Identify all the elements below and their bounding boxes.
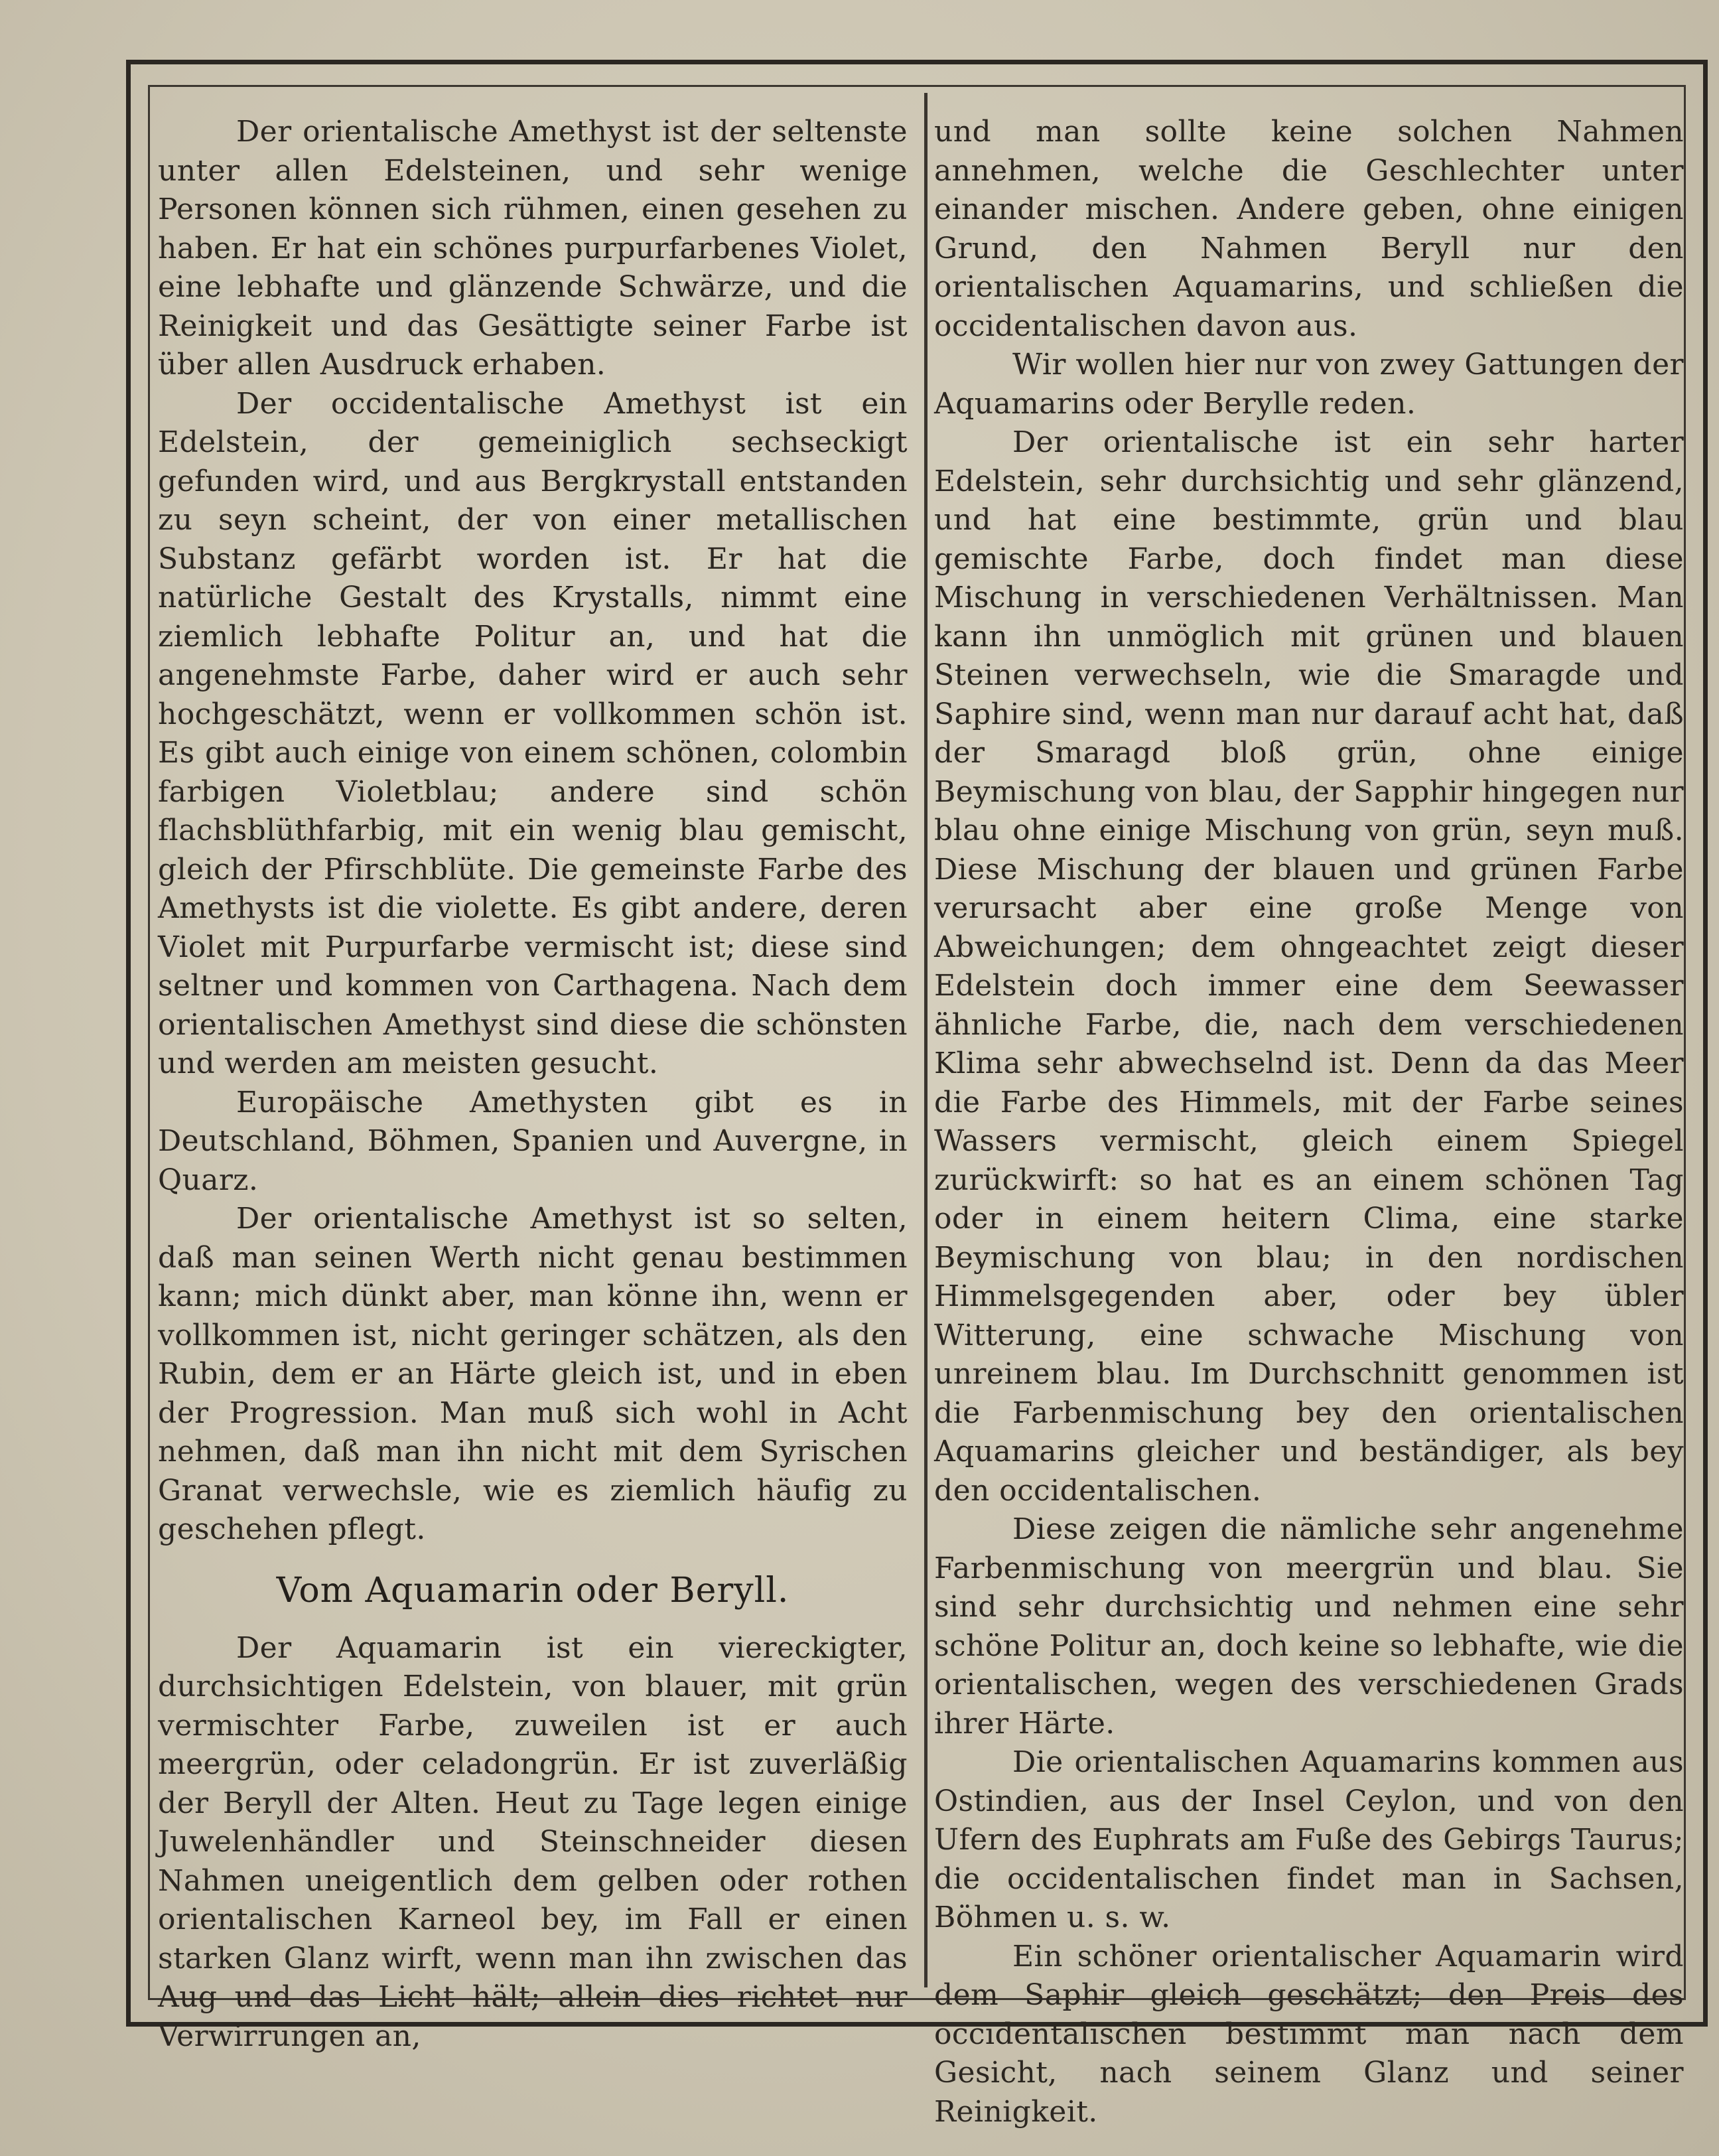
paragraph-origin: Die orientalischen Aquamarins kommen aus Ostindien, aus der Insel Ceylon, und von den Ufern des Euphrats am Fuße des Gebirgs Taurus; die occidentalischen findet man in Sachsen, Böhmen u. s. w. (934, 1745, 1684, 1934)
column-divider (924, 93, 928, 1987)
paragraph-european-amethyst: Europäische Amethysten gibt es in Deutschland, Böhmen, Spanien und Auvergne, in Quarz. (158, 1085, 908, 1197)
paragraph-occidental-aquamarin: Diese zeigen die nämliche sehr angenehme Farbenmischung von meergrün und blau. Sie sind sehr durchsichtig und nehmen eine sehr schöne Politur an, doch keine so lebhafte, wie die orientalischen, wegen des verschiedenen Grads ihrer Härte. (934, 1512, 1684, 1741)
left-column (158, 113, 908, 2056)
paragraph-amethyst-value: Der orientalische Amethyst ist so selten, daß man seinen Werth nicht genau bestimmen kann; mich dünkt aber, man könne ihn, wenn er vollkommen ist, nicht geringer schätzen, als den Rubin, dem er an Härte gleich ist, und in eben der Progression. Man muß sich wohl in Acht nehmen, daß man ihn nicht mit dem Syrischen Granat verwechsle, wie es ziemlich häufig zu geschehen pflegt. (158, 1202, 908, 1546)
paragraph-oriental-amethyst: Der orientalische Amethyst ist der seltenste unter allen Edelsteinen, und sehr wenige Personen können sich rühmen, einen gesehen zu haben. Er hat ein schönes purpurfarbenes Violet, eine lebhafte und glänzende Schwärze, und die Reinigkeit und das Gesättigte seiner Farbe ist über allen Ausdruck erhaben. (158, 115, 908, 382)
paragraph-price: Ein schöner orientalischer Aquamarin wird dem Saphir gleich geschätzt; den Preis des occidentalischen bestimmt man nach dem Gesicht, nach seinem Glanz und seiner Reinigkeit. (934, 1939, 1684, 2129)
paragraph-continuation: und man sollte keine solchen Nahmen annehmen, welche die Geschlechter unter einander mischen. Andere geben, ohne einigen Grund, den Nahmen Beryll nur den orientalischen Aquamarins, und schließen die occidentalischen davon aus. (934, 115, 1684, 343)
paragraph-aquamarin-intro: Der Aquamarin ist ein viereckigter, durchsichtigen Edelstein, von blauer, mit grün vermischter Farbe, zuweilen ist er auch meergrün, oder celadongrün. Er ist zuverläßig der Beryll der Alten. Heut zu Tage legen einige Juwelenhändler und Steinschneider diesen Nahmen uneigentlich dem gelben oder rothen orientalischen Karneol bey, im Fall er einen starken Glanz wirft, wenn man ihn zwischen das Aug und das Licht hält; allein dies richtet nur Verwirrungen an, (158, 1630, 908, 2053)
paragraph-oriental-aquamarin: Der orientalische ist ein sehr harter Edelstein, sehr durchsichtig und sehr glänzend, und hat eine bestimmte, grün und blau gemischte Farbe, doch findet man diese Mischung in verschiedenen Verhältnissen. Man kann ihn unmöglich mit grünen und blauen Steinen verwechseln, wie die Smaragde und Saphire sind, wenn man nur darauf acht hat, daß der Smaragd bloß grün, ohne einige Beymischung von blau, der Sapphir hingegen nur blau ohne einige Mischung von grün, seyn muß. Diese Mischung der blauen und grünen Farbe verursacht aber eine große Menge von Abweichungen; dem ohngeachtet zeigt dieser Edelstein doch immer eine dem Seewasser ähnliche Farbe, die, nach dem verschiedenen Klima sehr abwechselnd ist. Denn da das Meer die Farbe des Himmels, mit der Farbe seines Wassers vermischt, gleich einem Spiegel zurückwirft: so hat es an einem schönen Tag oder in einem heitern Clima, eine starke Beymischung von blau; in den nordischen Himmelsgegenden aber, oder bey übler Witterung, eine schwache Mischung von unreinem blau. Im Durchschnitt genommen ist die Farbenmischung bey den orientalischen Aquamarins gleicher und beständiger, als bey den occidentalischen. (934, 425, 1684, 1508)
section-heading: Vom Aquamarin oder Beryll. (276, 1570, 790, 1611)
right-column (934, 113, 1684, 2131)
paragraph-two-kinds: Wir wollen hier nur von zwey Gattungen der Aquamarins oder Berylle reden. (934, 348, 1684, 421)
paragraph-occidental-amethyst: Der occidentalische Amethyst ist ein Edelstein, der gemeiniglich sechseckigt gefunden wird, und aus Bergkrystall entstanden zu seyn scheint, der von einer metallischen Substanz gefärbt worden ist. Er hat die natürliche Gestalt des Krystalls, nimmt eine ziemlich lebhafte Politur an, und hat die angenehmste Farbe, daher wird er auch sehr hochgeschätzt, wenn er vollkommen schön ist. Es gibt auch einige von einem schönen, colombin farbigen Violetblau; andere sind schön flachsblüthfarbig, mit ein wenig blau gemischt, gleich der Pfirschblüte. Die gemeinste Farbe des Amethysts ist die violette. Es gibt andere, deren Violet mit Purpurfarbe vermischt ist; diese sind seltner und kommen von Carthagena. Nach dem orientalischen Amethyst sind diese die schönsten und werden am meisten gesucht. (158, 386, 908, 1080)
